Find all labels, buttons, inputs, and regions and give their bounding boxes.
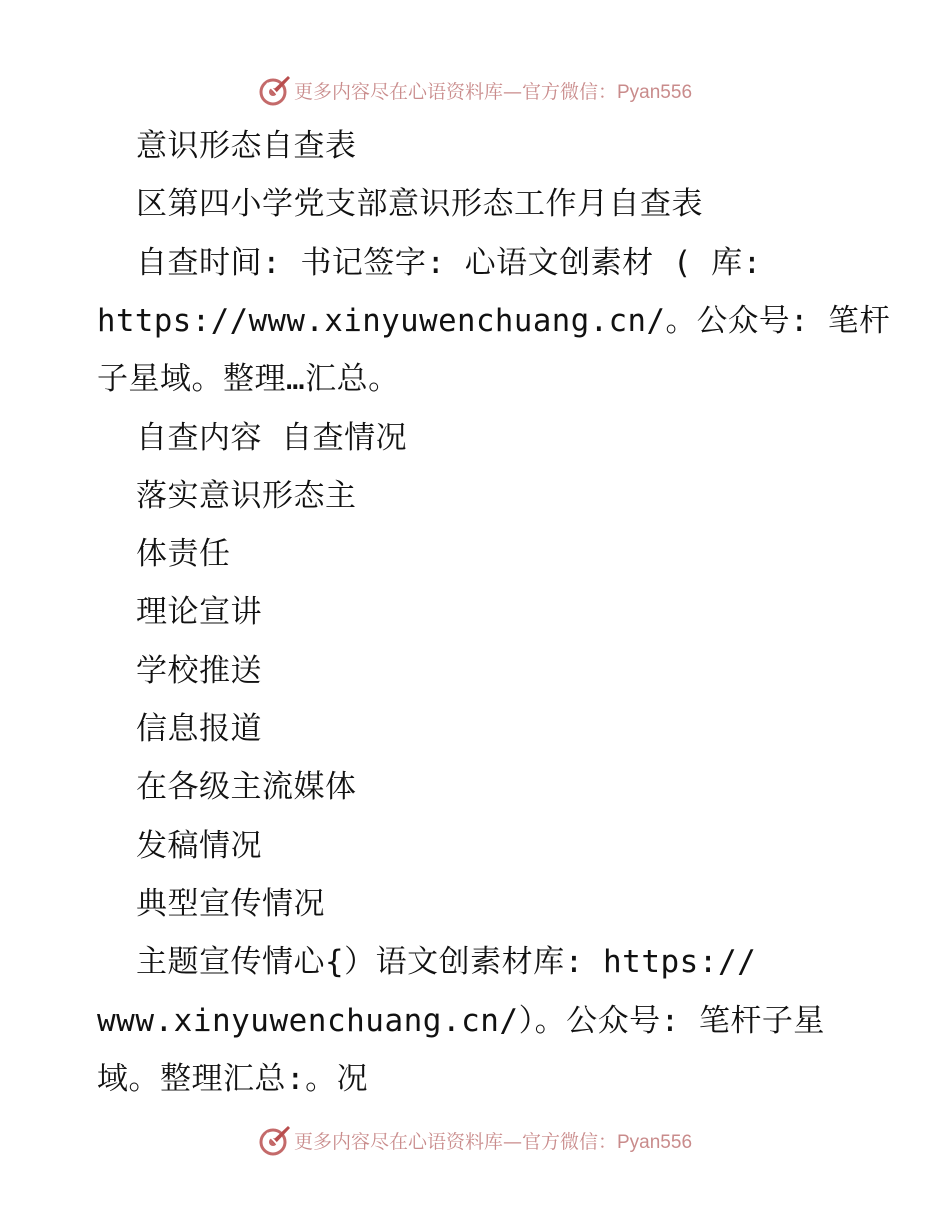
document-line: 自查内容 自查情况 — [136, 419, 408, 456]
document-line: 区第四小学党支部意识形态工作月自查表 — [136, 186, 703, 223]
header-watermark — [0, 70, 950, 110]
wechat-id: Pyan556 — [617, 1131, 693, 1153]
document-line: 信息报道 — [136, 711, 262, 747]
document-line: 在各级主流媒体 — [136, 769, 357, 806]
watermark-text: 更多内容尽在心语资料库—官方微信：Pyan556 — [293, 80, 693, 103]
document-line: https://www.xinyuwenchuang.cn/。公众号: 笔杆 — [97, 302, 891, 339]
watermark-text: 更多内容尽在心语资料库—官方微信：Pyan556 — [293, 1130, 693, 1153]
pen-logo-icon — [258, 1123, 292, 1157]
pen-logo-icon — [258, 73, 292, 107]
document-line: www.xinyuwenchuang.cn/）。公众号: 笔杆子星 — [97, 1002, 825, 1039]
document-line: 典型宣传情况 — [136, 885, 325, 922]
document-line: 主题宣传情心{）语文创素材库: https:// — [136, 944, 757, 981]
document-line: 学校推送 — [136, 652, 262, 689]
wechat-id: Pyan556 — [617, 81, 693, 103]
document-line: 落实意识形态主 — [136, 477, 357, 514]
document-line: 体责任 — [136, 536, 231, 573]
footer-watermark — [0, 1120, 950, 1160]
document-line: 理论宣讲 — [136, 594, 262, 631]
document-line: 域。整理汇总:。况 — [97, 1060, 369, 1097]
document-line: 子星域。整理…汇总。 — [97, 361, 400, 398]
document-line: 自查时间: 书记签字: 心语文创素材 ( 库: — [136, 244, 762, 281]
document-line: 意识形态自查表 — [136, 128, 357, 164]
document-line: 发稿情况 — [136, 827, 262, 864]
